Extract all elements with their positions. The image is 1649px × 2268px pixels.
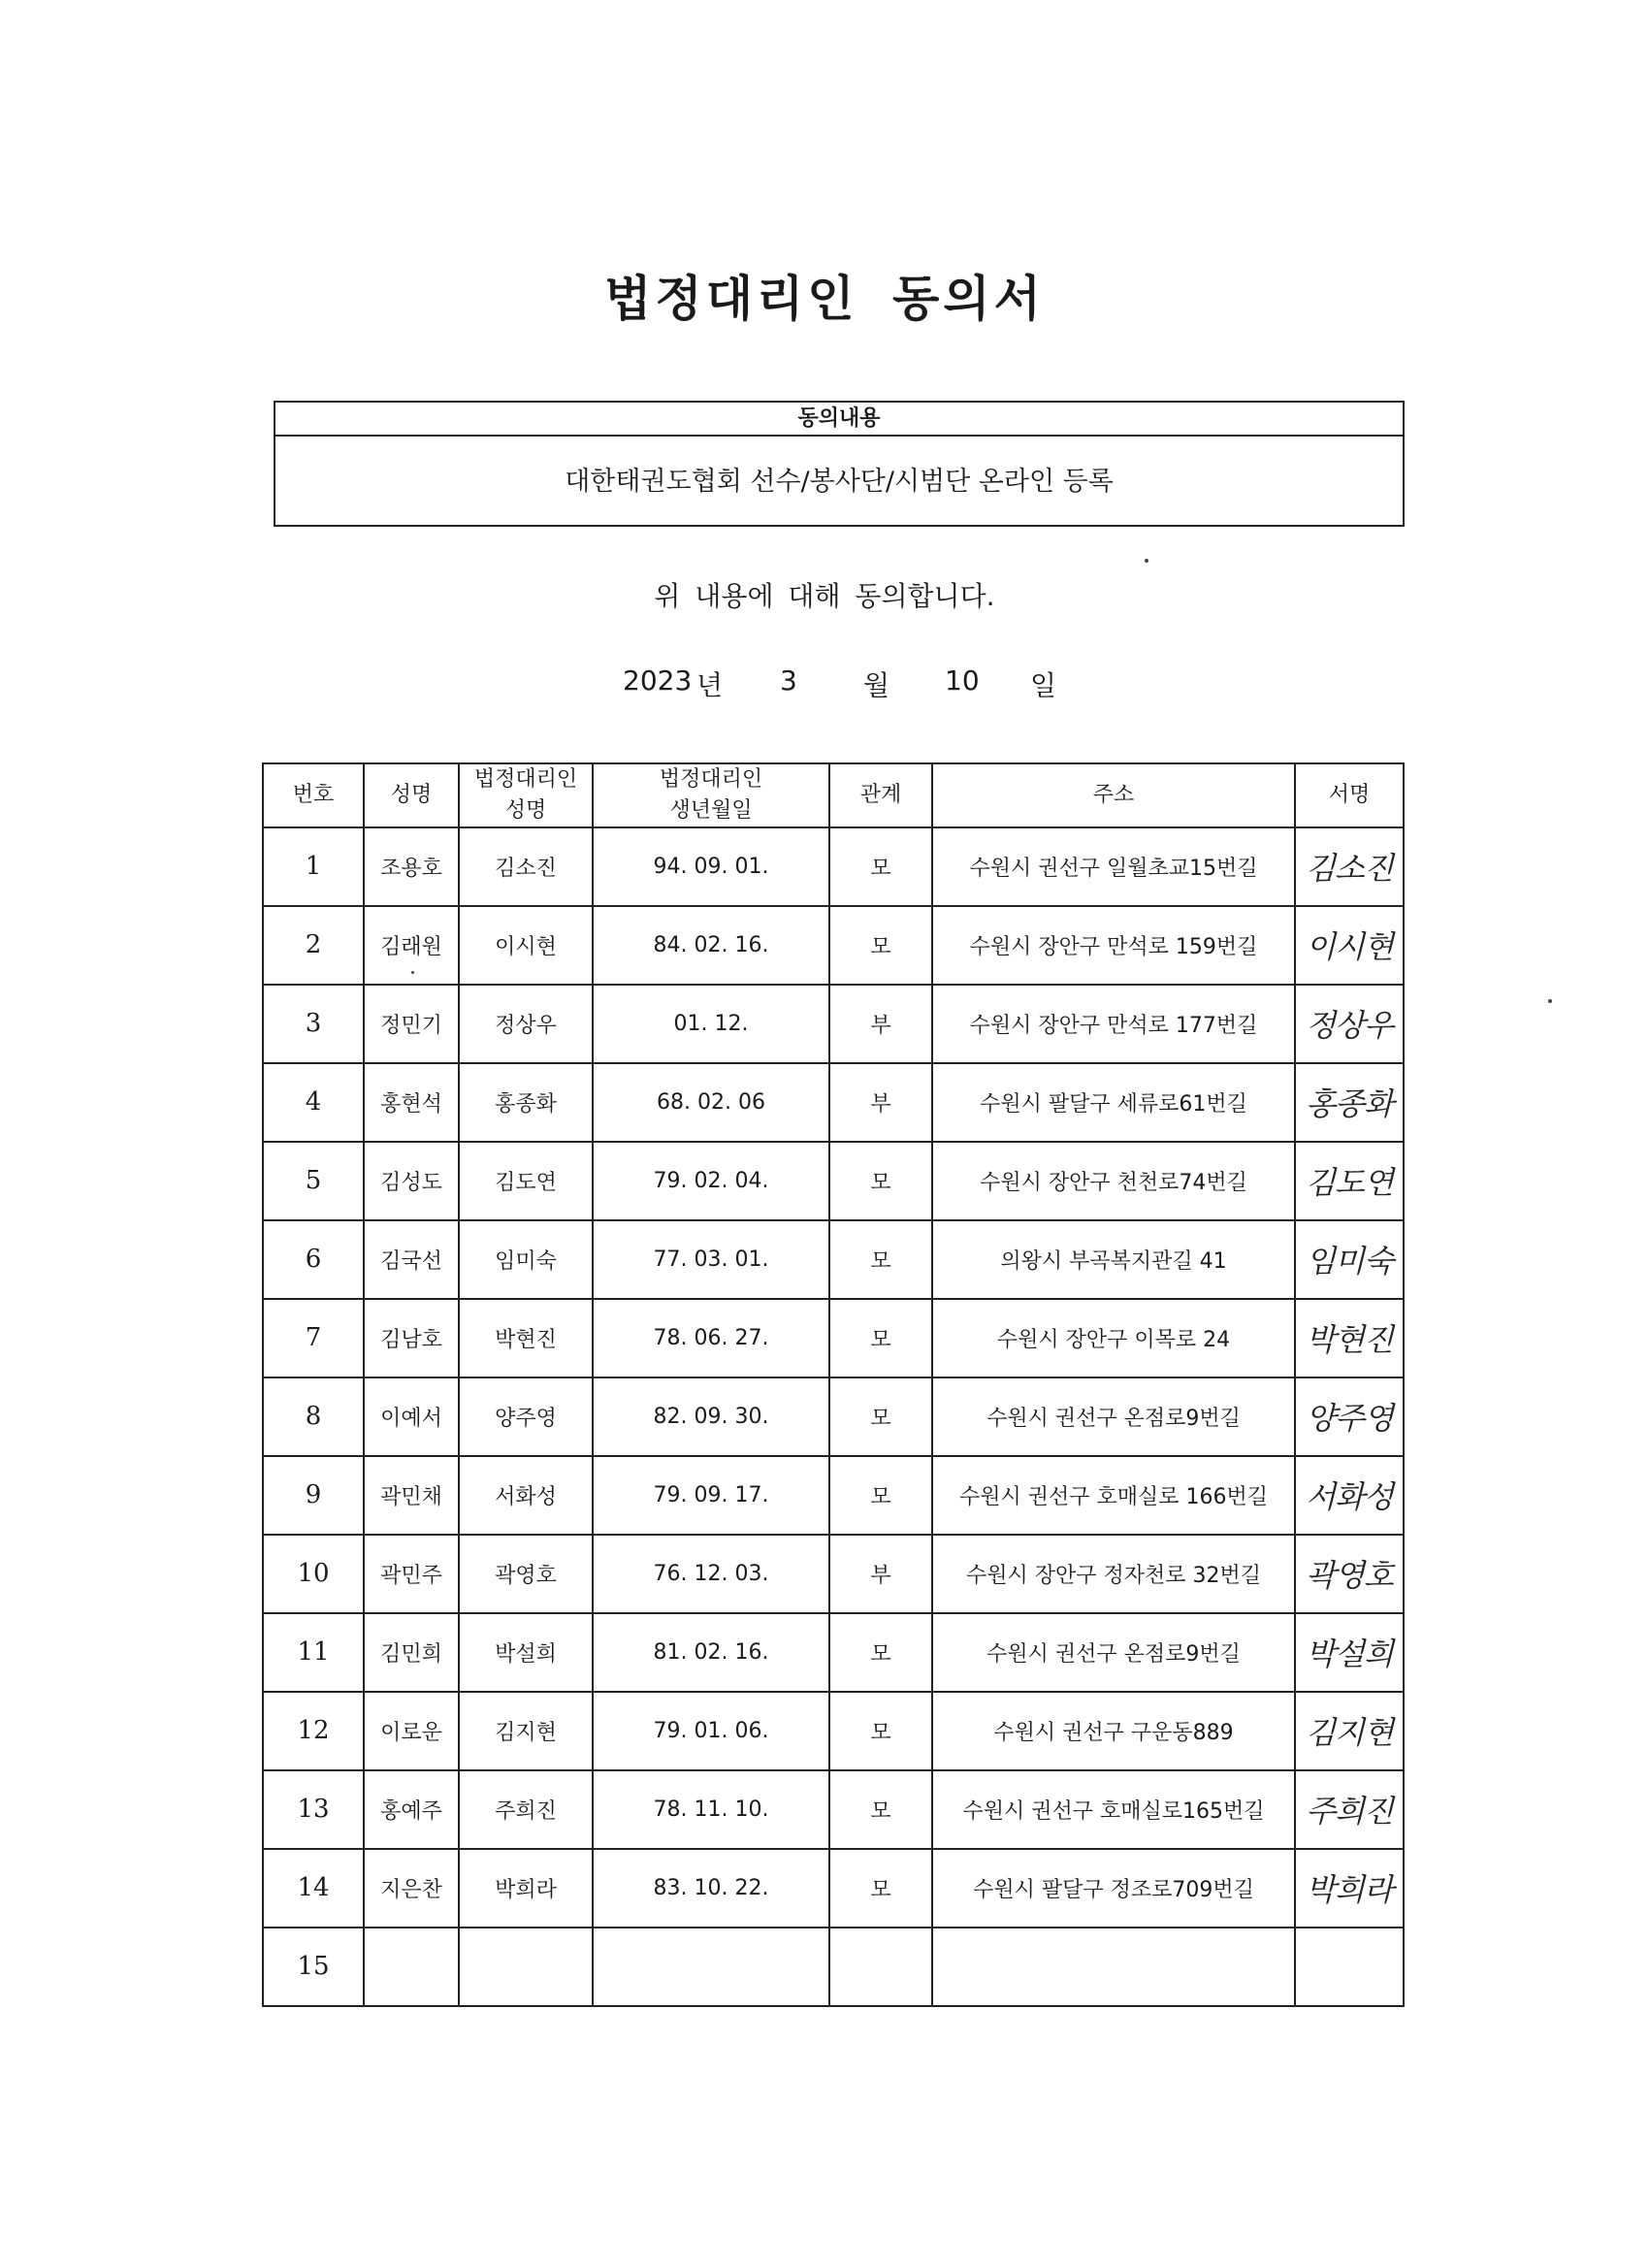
row-guardian-name: 양주영 [459,1377,593,1456]
row-guardian-name: 서화성 [459,1456,593,1535]
table-row [263,1456,1404,1535]
table-row [263,1063,1404,1142]
row-guardian-birth: 79. 02. 04. [593,1142,829,1220]
row-signature: 김소진 [1295,827,1404,906]
guardian-table [262,762,1405,2007]
row-guardian-name: 이시현 [459,906,593,985]
table-row [263,985,1404,1063]
row-relation: 모 [829,1220,932,1299]
scan-speck [1548,999,1552,1003]
row-guardian-birth: 79. 01. 06. [593,1692,829,1770]
row-guardian-birth: 84. 02. 16. [593,906,829,985]
row-relation: 모 [829,1849,932,1928]
row-name: 이로운 [364,1692,459,1770]
row-signature: 서화성 [1295,1456,1404,1535]
scan-speck [1145,559,1148,563]
row-guardian-birth: 78. 06. 27. [593,1299,829,1377]
row-no: 4 [263,1063,364,1142]
row-no: 14 [263,1849,364,1928]
row-no: 10 [263,1535,364,1613]
row-signature: 이시현 [1295,906,1404,985]
row-no: 9 [263,1456,364,1535]
date-year: 2023 [623,664,693,697]
row-signature: 김도연 [1295,1142,1404,1220]
row-signature [1295,1928,1404,2006]
row-address: 수원시 장안구 만석로 159번길 [932,906,1295,985]
row-guardian-birth: 78. 11. 10. [593,1770,829,1849]
header-signature: 서명 [1295,763,1404,827]
row-name: 지은찬 [364,1849,459,1928]
header-address: 주소 [932,763,1295,827]
row-no: 12 [263,1692,364,1770]
row-guardian-name: 박희라 [459,1849,593,1928]
row-relation: 모 [829,1692,932,1770]
row-signature: 홍종화 [1295,1063,1404,1142]
row-address: 수원시 팔달구 세류로61번길 [932,1063,1295,1142]
row-address: 수원시 권선구 온점로9번길 [932,1613,1295,1692]
row-address [932,1928,1295,2006]
row-signature: 곽영호 [1295,1535,1404,1613]
table-header-row [263,763,1404,827]
row-address: 수원시 권선구 온점로9번길 [932,1377,1295,1456]
scan-speck [411,971,414,974]
row-address: 수원시 장안구 만석로 177번길 [932,985,1295,1063]
row-signature: 박희라 [1295,1849,1404,1928]
header-guardian-birth-line1: 법정대리인 [659,767,763,792]
agreement-statement: 위 내용에 대해 동의합니다. [654,580,995,612]
row-guardian-name: 주희진 [459,1770,593,1849]
row-no: 15 [263,1928,364,2006]
row-guardian-name: 홍종화 [459,1063,593,1142]
table-row [263,1928,1404,2006]
date-day-unit: 일 [1030,669,1057,701]
table-row [263,827,1404,906]
row-no: 2 [263,906,364,985]
row-name: 곽민주 [364,1535,459,1613]
row-relation: 모 [829,906,932,985]
row-address: 수원시 권선구 호매실로 166번길 [932,1456,1295,1535]
row-guardian-birth: 83. 10. 22. [593,1849,829,1928]
header-no: 번호 [263,763,364,827]
header-guardian-name-line1: 법정대리인 [473,767,578,792]
row-relation: 모 [829,1770,932,1849]
row-address: 수원시 권선구 호매실로165번길 [932,1770,1295,1849]
row-guardian-name: 임미숙 [459,1220,593,1299]
header-relation: 관계 [829,763,932,827]
row-guardian-birth [593,1928,829,2006]
row-address: 수원시 팔달구 정조로709번길 [932,1849,1295,1928]
row-signature: 주희진 [1295,1770,1404,1849]
row-relation: 모 [829,1142,932,1220]
date-month: 3 [780,664,797,697]
row-guardian-birth: 81. 02. 16. [593,1613,829,1692]
table-row [263,1849,1404,1928]
row-no: 13 [263,1770,364,1849]
row-no: 7 [263,1299,364,1377]
row-relation: 부 [829,985,932,1063]
row-name: 홍현석 [364,1063,459,1142]
row-guardian-birth: 94. 09. 01. [593,827,829,906]
table-row [263,1535,1404,1613]
row-address: 수원시 장안구 이목로 24 [932,1299,1295,1377]
row-address: 의왕시 부곡복지관길 41 [932,1220,1295,1299]
row-relation: 부 [829,1063,932,1142]
row-relation: 모 [829,1456,932,1535]
table-row [263,906,1404,985]
row-signature: 박설희 [1295,1613,1404,1692]
header-guardian-birth-line2: 생년월일 [669,797,753,823]
row-relation: 모 [829,1377,932,1456]
row-guardian-name: 김소진 [459,827,593,906]
row-no: 5 [263,1142,364,1220]
row-no: 6 [263,1220,364,1299]
table-row [263,1613,1404,1692]
date-month-unit: 월 [863,669,890,701]
row-name: 이예서 [364,1377,459,1456]
row-relation [829,1928,932,2006]
table-row [263,1299,1404,1377]
table-row [263,1220,1404,1299]
row-guardian-birth: 01. 12. [593,985,829,1063]
consent-header: 동의내용 [275,403,1403,437]
row-name: 곽민채 [364,1456,459,1535]
row-guardian-name: 박현진 [459,1299,593,1377]
row-signature: 정상우 [1295,985,1404,1063]
row-relation: 모 [829,827,932,906]
row-no: 1 [263,827,364,906]
row-relation: 모 [829,1299,932,1377]
row-guardian-birth: 68. 02. 06 [593,1063,829,1142]
row-name: 정민기 [364,985,459,1063]
row-signature: 임미숙 [1295,1220,1404,1299]
row-guardian-name: 김지현 [459,1692,593,1770]
date-day: 10 [945,664,980,697]
row-address: 수원시 장안구 천천로74번길 [932,1142,1295,1220]
row-address: 수원시 장안구 정자천로 32번길 [932,1535,1295,1613]
row-name [364,1928,459,2006]
header-guardian-name-line2: 성명 [504,797,547,823]
row-address: 수원시 권선구 일월초교15번길 [932,827,1295,906]
header-guardian-name [459,763,593,827]
row-signature: 양주영 [1295,1377,1404,1456]
row-guardian-birth: 82. 09. 30. [593,1377,829,1456]
document-title: 법정대리인 동의서 [604,270,1045,327]
table-row [263,1770,1404,1849]
row-name: 홍예주 [364,1770,459,1849]
header-guardian-birth [593,763,829,827]
row-name: 김래원 [364,906,459,985]
row-no: 11 [263,1613,364,1692]
row-name: 김성도 [364,1142,459,1220]
row-name: 김남호 [364,1299,459,1377]
consent-content: 대한태권도협회 선수/봉사단/시범단 온라인 등록 [565,467,1114,497]
table-row [263,1142,1404,1220]
row-relation: 모 [829,1613,932,1692]
row-no: 3 [263,985,364,1063]
row-guardian-birth: 79. 09. 17. [593,1456,829,1535]
row-name: 김국선 [364,1220,459,1299]
row-signature: 김지현 [1295,1692,1404,1770]
row-name: 김민희 [364,1613,459,1692]
row-guardian-name [459,1928,593,2006]
row-guardian-birth: 77. 03. 01. [593,1220,829,1299]
row-address: 수원시 권선구 구운동889 [932,1692,1295,1770]
row-name: 조용호 [364,827,459,906]
row-guardian-name: 정상우 [459,985,593,1063]
row-guardian-name: 곽영호 [459,1535,593,1613]
consent-box [274,401,1405,527]
date-year-unit: 년 [696,669,724,701]
row-guardian-name: 김도연 [459,1142,593,1220]
row-guardian-name: 박설희 [459,1613,593,1692]
header-name: 성명 [364,763,459,827]
table-row [263,1377,1404,1456]
row-guardian-birth: 76. 12. 03. [593,1535,829,1613]
row-no: 8 [263,1377,364,1456]
row-relation: 부 [829,1535,932,1613]
table-row [263,1692,1404,1770]
row-signature: 박현진 [1295,1299,1404,1377]
date-line [0,664,1649,703]
